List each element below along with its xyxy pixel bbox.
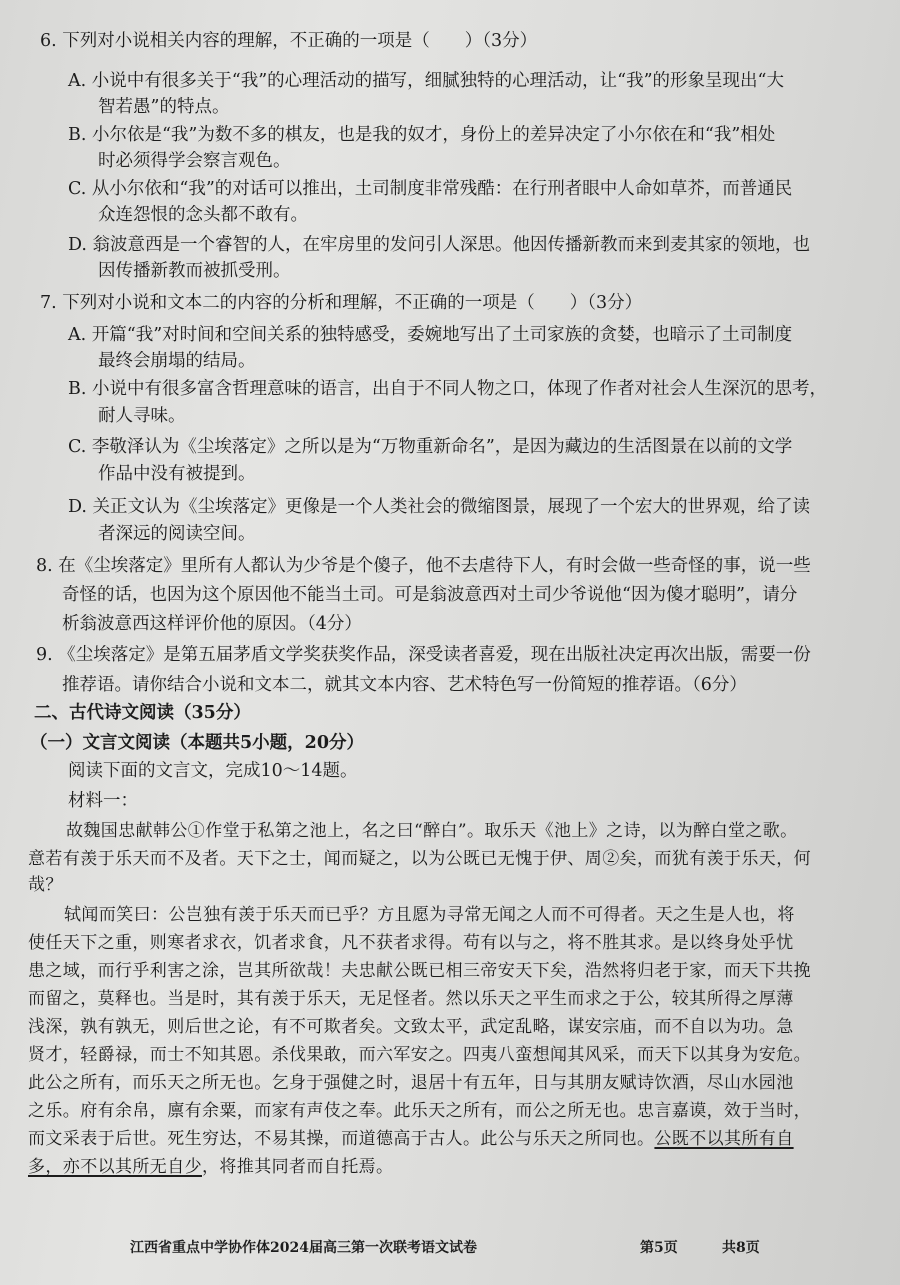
classical-text-line1: 故魏国忠献韩公①作堂于私第之池上，名之曰“醉白”。取乐天《池上》之诗，以为醉白堂之歌。 <box>66 821 798 841</box>
section-2-heading: 二、古代诗文阅读（35分） <box>34 703 251 723</box>
q6-option-b-line2: 时必须得学会察言观色。 <box>98 151 291 171</box>
classical-text-line2: 意若有羡于乐天而不及者。天下之士，闻而疑之，以为公既已无愧于伊、周②矣，而犹有羡于乐天，何 <box>28 849 811 869</box>
underlined-sentence-part2: 多，亦不以其所无自少 <box>28 1157 202 1177</box>
q7-option-d-line2: 者深远的阅读空间。 <box>98 524 256 544</box>
q6-option-c-line1: C. 从小尔依和“我”的对话可以推出，土司制度非常残酷：在行刑者眼中人命如草芥，而普通民 <box>68 179 793 199</box>
question-8-line2: 奇怪的话，也因为这个原因他不能当土司。可是翁波意西对土司少爷说他“因为傻才聪明”，请分 <box>62 585 798 605</box>
q6-option-a-line2: 智若愚”的特点。 <box>98 97 230 117</box>
classical-text-line4: 轼闻而笑曰：公岂独有羡于乐天而已乎？方且愿为寻常无闻之人而不可得者。天之生是人也，将 <box>64 905 795 925</box>
question-7-stem: 7. 下列对小说和文本二的内容的分析和理解，不正确的一项是（ ）（3分） <box>40 293 643 313</box>
classical-text-line3: 哉？ <box>28 875 63 895</box>
q7-option-a-line1: A. 开篇“我”对时间和空间关系的独特感受，委婉地写出了土司家族的贪婪，也暗示了土司制度 <box>68 325 793 345</box>
reading-instruction: 阅读下面的文言文，完成10～14题。 <box>68 761 358 781</box>
question-9-line2: 推荐语。请你结合小说和文本二，就其文本内容、艺术特色写一份简短的推荐语。（6分） <box>62 675 747 695</box>
classical-text-line10: 此公之所有，而乐天之所无也。乞身于强健之时，退居十有五年，日与其朋友赋诗饮酒，尽山水园池 <box>28 1073 794 1093</box>
underlined-sentence-part1: 公既不以其所有自 <box>654 1129 794 1149</box>
q7-option-b-line1: B. 小说中有很多富含哲理意味的语言，出自于不同人物之口，体现了作者对社会人生深沉的思考， <box>68 379 827 399</box>
classical-text-line5: 使任天下之重，则寒者求衣，饥者求食，凡不获者求得。苟有以与之，将不胜其求。是以终身处乎忧 <box>28 933 794 953</box>
footer-total-pages: 共8页 <box>722 1240 760 1256</box>
q6-option-c-line2: 众连怨恨的念头都不敢有。 <box>98 205 308 225</box>
q6-option-d-line2: 因传播新教而被抓受刑。 <box>98 261 291 281</box>
q6-option-a-line1: A. 小说中有很多关于“我”的心理活动的描写，细腻独特的心理活动，让“我”的形象呈现出“大 <box>68 71 784 91</box>
material-label: 材料一： <box>68 791 138 811</box>
classical-text-line14-rest: ，将推其同者而自托焉。 <box>202 1157 394 1177</box>
q6-option-d-line1: D. 翁波意西是一个睿智的人，在牢房里的发问引人深思。他因传播新教而来到麦其家的领地，也 <box>68 235 811 255</box>
q7-option-c-line2: 作品中没有被提到。 <box>98 464 256 484</box>
classical-text-line14 <box>28 1154 393 1180</box>
classical-text-line8: 浅深，孰有孰无，则后世之论，有不可欺者矣。文致太平，武定乱略，谋安宗庙，而不自以为功。急 <box>28 1017 794 1037</box>
q7-option-b-line2: 耐人寻味。 <box>98 406 186 426</box>
footer-exam-title: 江西省重点中学协作体2024届高三第一次联考语文试卷 <box>130 1240 477 1256</box>
question-8-line1: 8. 在《尘埃落定》里所有人都认为少爷是个傻子，他不去虐待下人，有时会做一些奇怪的事，说一些 <box>36 556 811 576</box>
footer-page-number: 第5页 <box>640 1240 678 1256</box>
q7-option-c-line1: C. 李敬泽认为《尘埃落定》之所以是为“万物重新命名”，是因为藏边的生活图景在以前的文学 <box>68 437 793 457</box>
q7-option-d-line1: D. 关正文认为《尘埃落定》更像是一个人类社会的微缩图景，展现了一个宏大的世界观，给了读 <box>68 497 811 517</box>
q7-option-a-line2: 最终会崩塌的结局。 <box>98 351 256 371</box>
q6-option-b-line1: B. 小尔依是“我”为数不多的棋友，也是我的奴才，身份上的差异决定了小尔依在和“我”相处 <box>68 125 776 145</box>
question-8-line3: 析翁波意西这样评价他的原因。（4分） <box>62 614 362 634</box>
classical-text-line7: 而留之，莫释也。当是时，其有羡于乐天，无足怪者。然以乐天之平生而求之于公，较其所得之厚薄 <box>28 989 794 1009</box>
classical-text-line9: 贤才，轻爵禄，而士不知其恩。杀伐果敢，而六军安之。四夷八蛮想闻其风采，而天下以其身为安危。 <box>28 1045 811 1065</box>
question-6-stem: 6. 下列对小说相关内容的理解，不正确的一项是（ ）（3分） <box>40 31 538 51</box>
classical-text-line11: 之乐。府有余帛，廪有余粟，而家有声伎之奉。此乐天之所有，而公之所无也。忠言嘉谟，效于当时， <box>28 1101 811 1121</box>
classical-text-line6: 患之域，而行乎利害之涂，岂其所欲哉！夫忠献公既已相三帝安天下矣，浩然将归老于家，而天下共挽 <box>28 961 811 981</box>
question-9-line1: 9. 《尘埃落定》是第五届茅盾文学奖获奖作品，深受读者喜爱，现在出版社决定再次出版，需要一份 <box>36 645 811 665</box>
classical-text-line12: 而文采表于后世。死生穷达，不易其操，而道德高于古人。此公与乐天之所同也。公既不以其所有自 <box>28 1129 794 1149</box>
subsection-1-heading: （一）文言文阅读（本题共5小题，20分） <box>30 733 365 753</box>
